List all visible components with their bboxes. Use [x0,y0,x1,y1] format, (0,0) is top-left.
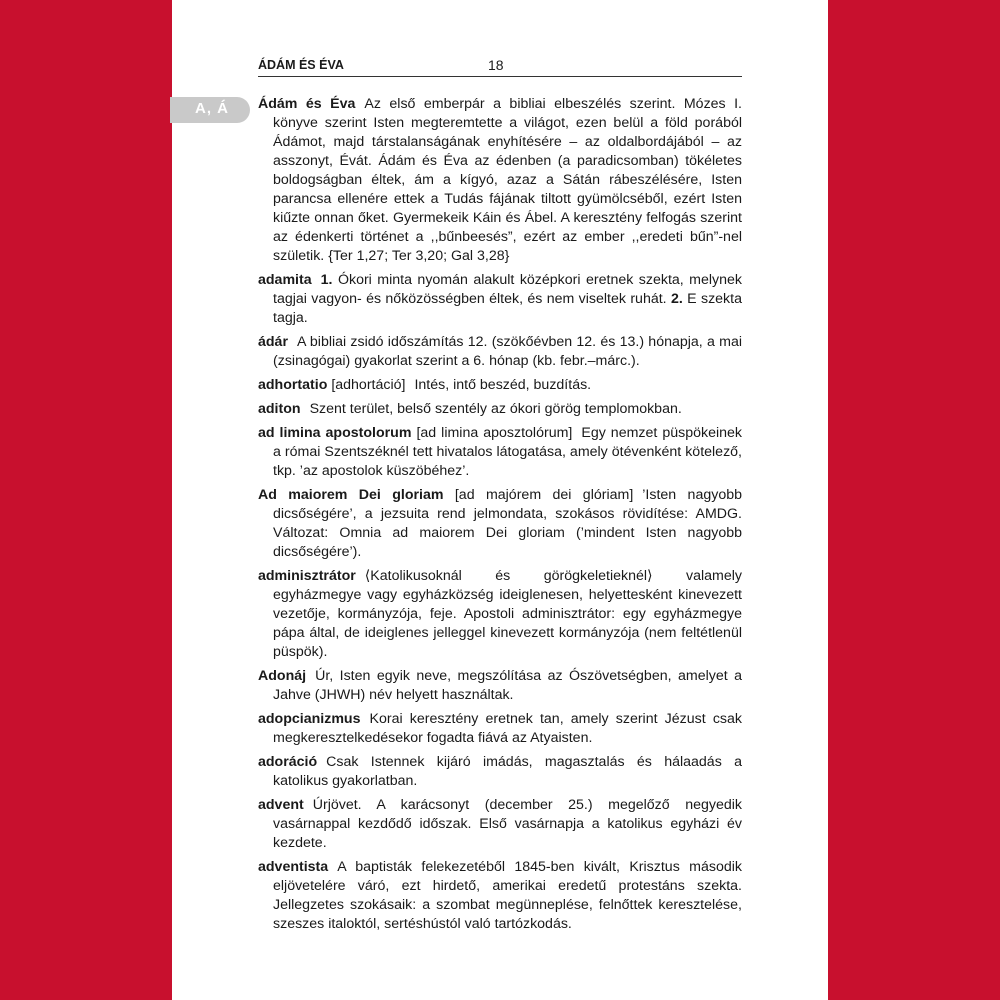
entry-adminisztrator [258,567,742,662]
headword: adminisztrátor [258,568,356,584]
page-number: 18 [488,57,504,73]
entry-advent [258,796,742,853]
definition: Korai keresztény eretnek tan, amely szerint Jézust csak megkeresztelkedésekor fogadta fiává az Atyaisten. [273,711,742,746]
running-title: ÁDÁM ÉS ÉVA [258,58,344,72]
definition: Úr, Isten egyik neve, megszólítása az Ószövetségben, amelyet a Jahve (JHWH) név helyett használtak. [273,668,742,703]
page-header [258,58,742,77]
entry-ad-maiorem [258,486,742,562]
entry-adam-es-eva [258,95,742,266]
entry-adhortatio [258,376,742,395]
headword: adamita [258,272,312,288]
entry-adamita [258,271,742,328]
definition: Egy nemzet püspökeinek a római Szentszéknél tett hivatalos látogatása, amely ötévenként kötelező, tkp. ’az apostolok küszöbéhez’. [273,425,742,479]
definition: ’Isten nagyobb dicsőségére’, a jezsuita rend jelmondata, szokásos rövidítése: AMDG. Változat: Omnia ad maiorem Dei gloriam (’mindent Isten nagyobb dicsőségére’). [273,487,742,560]
section-tab-label: A, Á [195,100,229,117]
definition: A baptisták felekezetéből 1845-ben kivált, Krisztus második eljövetelére váró, ezt hirdető, amerikai eredetű protestáns szekta. Jellegzetes szokásaik: a szombat megünneplése, felnőttek keresztelése, szeszes italoktól, sertéshústól való tartózkodás. [273,859,742,932]
entry-adar [258,333,742,371]
headword: Ad maiorem Dei gloriam [258,487,444,503]
definition: Az első emberpár a bibliai elbeszélés szerint. Mózes I. könyve szerint Isten megteremtette a világot, ezen belül a föld porából Ádámot, majd társtalanságának enyhítésére – az oldalbordájából – az asszonyt, Évát. Ádám és Éva az édenben (a paradicsomban) tökéletes boldogságban éltek, ám a kígyó, azaz a Sátán rábeszélésére, Isten parancsa ellenére ettek a Tudás fájának tiltott gyümölcséből, ezért Isten kiűzte onnan őket. Gyermekeik Káin és Ábel. A keresztény felfogás szerint az édenkerti történet a ,,bűnbeesés”, ezért az ember ,,eredeti bűn”-nel születik. {Ter 1,27; Ter 3,20; Gal 3,28} [273,96,742,264]
section-tab [170,97,250,123]
definition: Ókori minta nyomán alakult középkori eretnek szekta, melynek tagjai vagyon- és nőközösségben éltek, és nem viseltek ruhát. [273,272,743,307]
definition: Csak Istennek kijáró imádás, magasztalás és hálaadás a katolikus gyakorlatban. [273,754,742,789]
definition: Úrjövet. A karácsonyt (december 25.) megelőző negyedik vasárnappal kezdődő időszak. Első vasárnapja a katolikus egyházi év kezdete. [273,797,742,851]
headword: adoráció [258,754,318,770]
entry-adonaj [258,667,742,705]
definition: E szekta tagja. [273,291,742,326]
entry-adopcianizmus [258,710,742,748]
headword: Adonáj [258,668,307,684]
headword: advent [258,797,304,813]
entry-aditon [258,400,742,419]
headword: adventista [258,859,329,875]
entry-ad-limina [258,424,742,481]
headword: adhortatio [258,377,328,393]
headword: Ádám és Éva [258,96,356,112]
sense-number: 1. [320,272,333,288]
entry-adoracio [258,753,742,791]
entry-list [258,95,742,939]
headword: aditon [258,401,301,417]
definition: A bibliai zsidó időszámítás 12. (szökőévben 12. és 13.) hónapja, a mai (zsinagógai) gyakorlat szerint a 6. hónap (kb. febr.–márc.). [273,334,742,369]
headword: ad limina apostolorum [258,425,412,441]
sense-number: 2. [670,291,683,307]
headword: adopcianizmus [258,711,361,727]
pronunciation: [adhortáció] [331,377,406,393]
headword: ádár [258,334,288,350]
entry-adventista [258,858,742,934]
definition: Intés, intő beszéd, buzdítás. [414,377,592,393]
pronunciation: [ad majórem dei glóriam] [454,487,634,503]
definition: ⟨Katolikusoknál és görögkeletieknél⟩ valamely egyházmegye vagy egyházközség ideiglenesen, helyettesként kinevezett vezetője, kormányzója, feje. Apostoli adminisztrátor: egy egyházmegye pápa által, de ideiglenes jelleggel kinevezett kormányzója (nem feltétlenül püspök). [273,568,742,660]
pronunciation: [ad limina aposztolórum] [416,425,573,441]
definition: Szent terület, belső szentély az ókori görög templomokban. [309,401,682,417]
dictionary-page [172,0,828,1000]
